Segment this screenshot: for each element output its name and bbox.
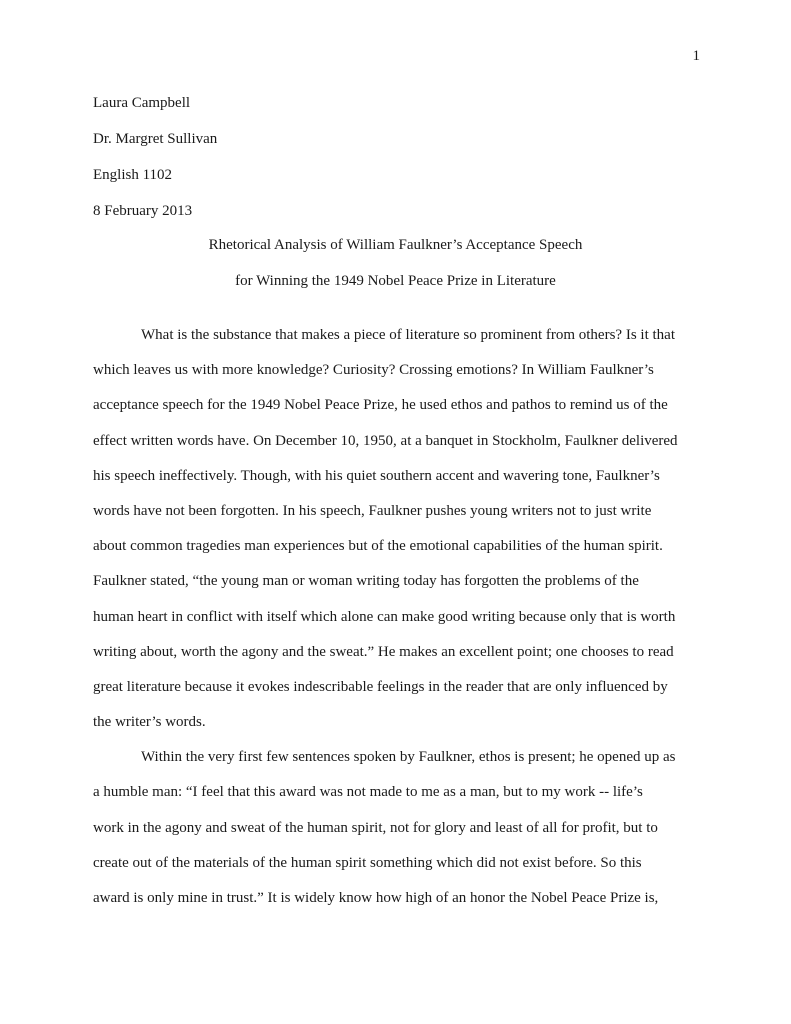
paragraph-line: acceptance speech for the 1949 Nobel Peace Prize, he used ethos and pathos to remind us of the — [93, 397, 668, 414]
paragraph-line: Faulkner stated, “the young man or woman writing today has forgotten the problems of the — [93, 573, 639, 590]
paragraph-line: which leaves us with more knowledge? Curiosity? Crossing emotions? In William Faulkner’s — [93, 362, 654, 379]
paragraph-line: work in the agony and sweat of the human spirit, not for glory and least of all for profit, but to — [93, 819, 658, 836]
title-line-1: Rhetorical Analysis of William Faulkner’s Acceptance Speech — [208, 237, 583, 253]
course-name: English 1102 — [93, 167, 173, 183]
essay-date: 8 February 2013 — [93, 203, 193, 219]
paragraph-line: create out of the materials of the human spirit something which did not exist before. So this — [93, 854, 642, 871]
paragraph-line: the writer’s words. — [93, 714, 206, 731]
paragraph-line: about common tragedies man experiences but of the emotional capabilities of the human spirit. — [93, 538, 663, 555]
paragraph-line: What is the substance that makes a piece of literature so prominent from others? Is it that — [141, 327, 675, 343]
paragraph-line: a humble man: “I feel that this award was not made to me as a man, but to my work -- life’s — [93, 784, 643, 801]
page-number: 1 — [692, 48, 700, 64]
essay-body — [93, 325, 698, 923]
paragraph-1 — [93, 325, 698, 747]
paragraph-line: writing about, worth the agony and the sweat.” He makes an excellent point; one chooses to read — [93, 643, 674, 660]
paragraph-line: Within the very first few sentences spoken by Faulkner, ethos is present; he opened up as — [141, 749, 676, 766]
title-line-2: for Winning the 1949 Nobel Peace Prize in Literature — [235, 273, 556, 289]
mla-heading — [93, 93, 713, 237]
paragraph-line: human heart in conflict with itself which alone can make good writing because only that is worth — [93, 608, 676, 625]
instructor-name: Dr. Margret Sullivan — [93, 131, 218, 147]
paragraph-line: words have not been forgotten. In his speech, Faulkner pushes young writers not to just write — [93, 502, 652, 519]
paragraph-line: great literature because it evokes indescribable feelings in the reader that are only influenced by — [93, 678, 668, 695]
paragraph-line: effect written words have. On December 10, 1950, at a banquet in Stockholm, Faulkner delivered — [93, 432, 678, 449]
author-name: Laura Campbell — [93, 95, 191, 111]
essay-title — [93, 235, 698, 307]
paragraph-line: his speech ineffectively. Though, with his quiet southern accent and wavering tone, Faulkner’s — [93, 467, 660, 484]
paragraph-line: award is only mine in trust.” It is widely know how high of an honor the Nobel Peace Prize is, — [93, 890, 659, 906]
paragraph-2 — [93, 747, 698, 923]
